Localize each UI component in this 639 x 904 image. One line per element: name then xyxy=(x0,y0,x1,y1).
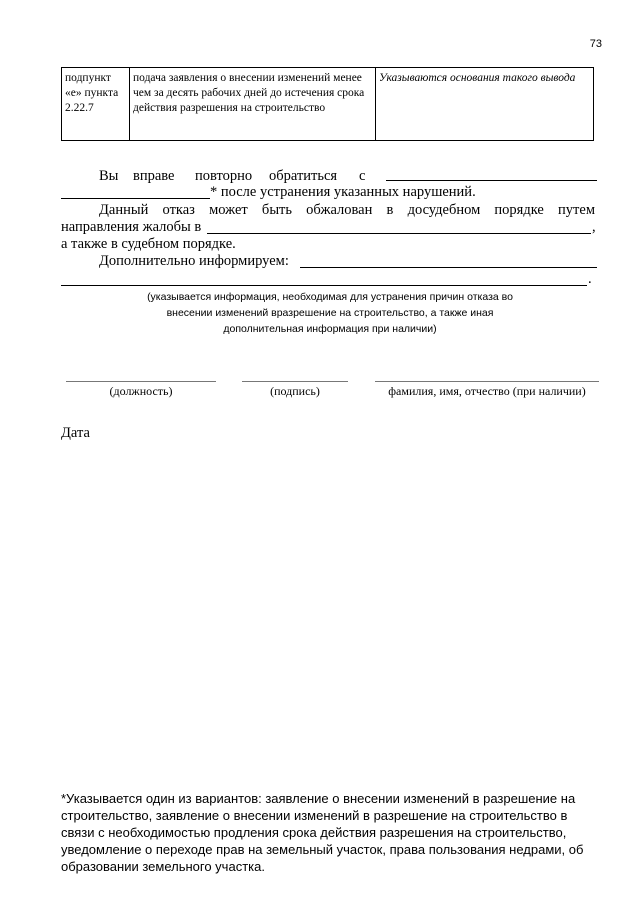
body-text: направления жалобы в xyxy=(61,219,202,235)
body-text: , xyxy=(592,219,596,235)
full-name-label: фамилия, имя, отчество (при наличии) xyxy=(388,384,586,398)
signature-line xyxy=(375,381,599,382)
table-cell-clause: подпункт «е» пункта 2.22.7 xyxy=(62,68,130,141)
body-text: а также в судебном порядке. xyxy=(61,236,236,252)
body-text: * после устранения указанных нарушений. xyxy=(210,184,476,200)
table-cell-reason: подача заявления о внесении изменений менее чем за десять рабочих дней до истечения срока действия разрешения на строительство xyxy=(130,68,376,141)
body-word: обратиться xyxy=(269,168,338,184)
blank-line xyxy=(61,285,587,286)
body-word: повторно xyxy=(195,168,253,184)
body-word: Вы xyxy=(99,168,119,184)
blank-line xyxy=(300,267,597,268)
body-word: вправе xyxy=(133,168,175,184)
body-text: . xyxy=(588,271,592,287)
blank-line xyxy=(207,233,591,234)
date-label: Дата xyxy=(61,425,90,441)
table-cell-grounds: Указываются основания такого вывода xyxy=(376,68,594,141)
blank-line xyxy=(61,198,210,199)
position-label: (должность) xyxy=(109,384,173,398)
signature-line xyxy=(242,381,348,382)
signature-line xyxy=(66,381,216,382)
footnote: *Указывается один из вариантов: заявление о внесении изменений в разрешение на строительство, заявление о внесении изменений в разрешение на строительство в связи с необходимостью продления срока действия разрешения на строительство, уведомление о переходе прав на земельный участок, права пользования недрами, об образовании земельного участка. xyxy=(61,791,584,874)
table-row xyxy=(62,68,594,141)
body-text: Дополнительно информируем: xyxy=(99,253,289,269)
blank-line xyxy=(386,180,597,181)
body-word: с xyxy=(359,168,366,184)
signature-label: (подпись) xyxy=(270,384,320,398)
page-number: 73 xyxy=(589,38,602,50)
hint-text: (указывается информация, необходимая для устранения причин отказа во внесении изменений вразрешение на строительство, а также иная дополнительная информация при наличии) xyxy=(147,291,513,335)
conditions-table xyxy=(61,67,594,141)
body-text: Данный отказ может быть обжалован в досудебном порядке путем xyxy=(99,202,595,218)
